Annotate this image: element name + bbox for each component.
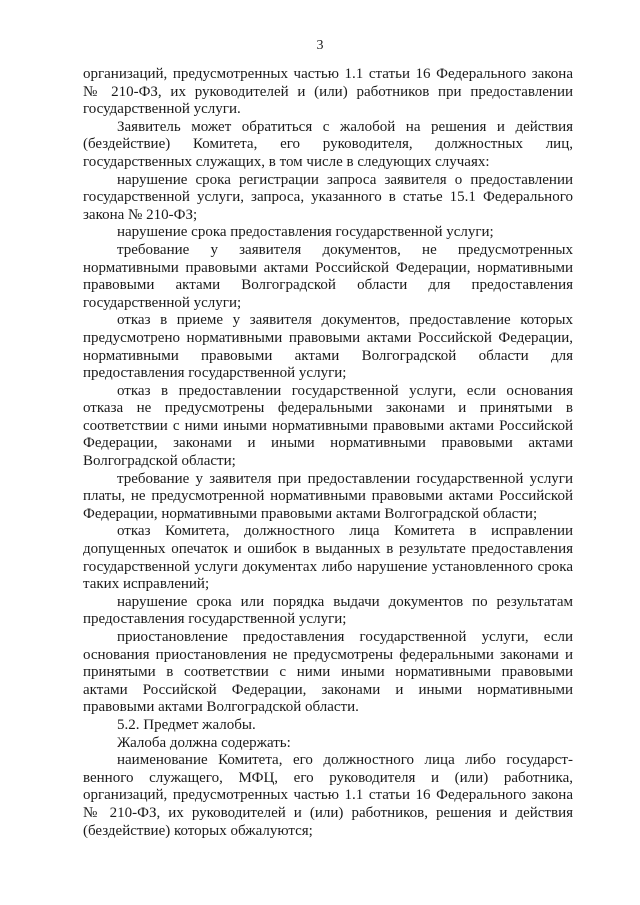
paragraph: нарушение срока предоставления государственной услуги; [117, 224, 494, 241]
document-body [83, 66, 573, 840]
paragraph: организаций, предусмотренных частью 1.1 статьи 16 Федерального закона № 210-ФЗ, их руководителей и (или) работников при предоставлении государственной услуги. [83, 66, 573, 118]
paragraph: приостановление предоставления государственной услуги, если основания приостановления не предусмотрены федеральными законами и принятыми в соответствии с ними иными нормативными правовыми актами Российской Федерации, законами и иными нормативными правовыми актами Волгоградской области. [83, 629, 573, 716]
paragraph: нарушение срока или порядка выдачи документов по результатам предоставления государственной услуги; [83, 593, 573, 628]
paragraph: отказ в приеме у заявителя документов, предоставление которых предусмотрено нормативными правовыми актами Российской Федерации, нормативными правовыми актами Волгоградской области для предоставления государственной услуги; [83, 312, 573, 382]
page-number: 3 [316, 38, 324, 53]
paragraph: отказ Комитета, должностного лица Комитета в исправлении допущенных опечаток и ошибок в выданных в результате предоставления государственной услуги документах либо нарушение установленного срока таких исправлений; [83, 523, 573, 593]
paragraph: Заявитель может обратиться с жалобой на решения и действия (бездействие) Комитета, его руководителя, должностных лиц, государственных служащих, в том числе в следующих случаях: [83, 118, 573, 170]
paragraph: 5.2. Предмет жалобы. [117, 716, 256, 733]
paragraph: отказ в предоставлении государственной услуги, если основания отказа не предусмотрены федеральными законами и принятыми в соответствии с ними иными нормативными правовыми актами Российской Федерации, законами и иными нормативными правовыми актами Волгоградской области; [83, 382, 573, 470]
paragraph: требование у заявителя документов, не предусмотренных нормативными правовыми актами Российской Федерации, нормативными правовыми актами Волгоградской области для предоставления государственной услуги; [83, 241, 573, 311]
paragraph: нарушение срока регистрации запроса заявителя о предоставлении государственной услуги, запроса, указанного в статье 15.1 Федерального закона № 210-ФЗ; [83, 171, 573, 223]
paragraph: требование у заявителя при предоставлении государственной услуги платы, не предусмотренной нормативными правовыми актами Российской Федерации, нормативными правовыми актами Волгоградской области; [83, 470, 573, 522]
paragraph: Жалоба должна содержать: [117, 734, 291, 751]
paragraph: наименование Комитета, его должностного лица либо государст-венного служащего, МФЦ, его руководителя и (или) работника, организаций, предусмотренных частью 1.1 статьи 16 Федерального закона № 210-ФЗ, их руководителей и (или) работников, решения и действия (бездействие) которых обжалуются; [83, 752, 573, 839]
